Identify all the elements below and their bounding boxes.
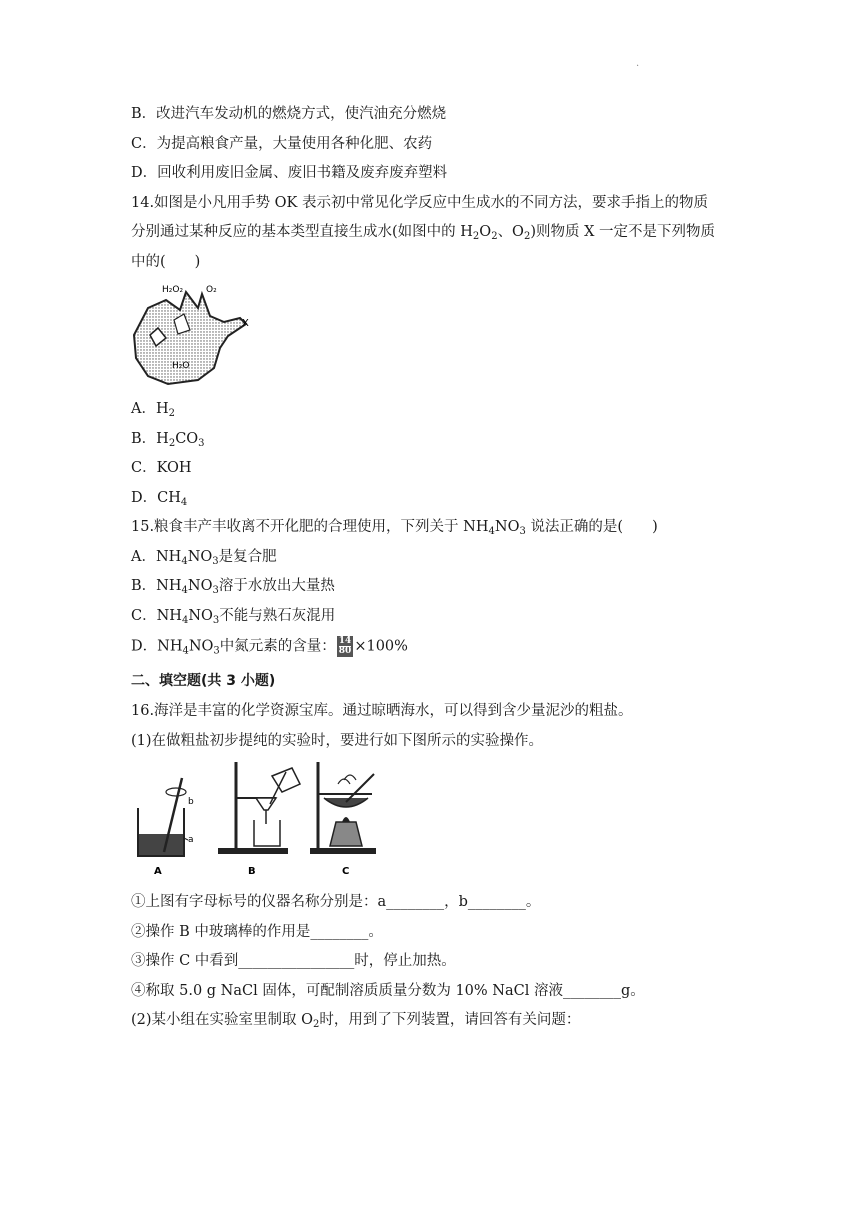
q16-part-1: (1)在做粗盐初步提纯的实验时，要进行如下图所示的实验操作。: [131, 733, 544, 749]
q14-option-c: C．KOH: [131, 460, 192, 476]
section-2-title: 二、填空题(共 3 小题): [131, 673, 276, 689]
ok-hand-gesture-figure: [128, 280, 258, 390]
q15-option-c: C．$NH_4NO_3$不能与熟石灰混用: [131, 608, 336, 626]
q14-option-a: A．$H_2$: [131, 401, 175, 419]
q16-part-2: (2)某小组在实验室里制取 $O_2$时，用到了下列装置，请回答有关问题：: [131, 1012, 581, 1030]
q13-option-d: D．回收利用废旧金属、废旧书籍及废弃废弃塑料: [131, 165, 448, 181]
q14-stem-line-3: 中的( ): [131, 254, 201, 270]
q15-stem: 15.粮食丰产丰收离不开化肥的合理使用，下列关于 $NH_4NO_3$ 说法正确的是( ): [131, 519, 658, 537]
label-b: b: [188, 797, 194, 807]
apparatus-b-filtration: [218, 762, 300, 877]
q14-option-d: D．$CH_4$: [131, 490, 188, 508]
header-mark: .: [636, 58, 640, 69]
salt-purification-apparatus-figure: [130, 758, 385, 878]
label-C: C: [342, 866, 350, 877]
q13-option-c: C．为提高粮食产量，大量使用各种化肥、农药: [131, 136, 433, 152]
q15-option-b: B．$NH_4NO_3$溶于水放出大量热: [131, 578, 335, 596]
fig-label-o2: O₂: [206, 285, 217, 295]
label-a: a: [188, 835, 194, 845]
nitrogen-fraction: $\frac{14}{80}$: [338, 636, 352, 656]
q16-item-1: ①上图有字母标号的仪器名称分别是：a________，b________。: [131, 894, 541, 910]
q16-stem: 16.海洋是丰富的化学资源宝库。通过晾晒海水，可以得到含少量泥沙的粗盐。: [131, 703, 633, 719]
fig-label-x: X: [242, 318, 249, 329]
fig-label-h2o: H₂O: [172, 361, 190, 371]
q14-stem-line-2: 分别通过某种反应的基本类型直接生成水(如图中的 $H_2O_2$、$O_2$)则物质 X 一定不是下列物质: [131, 224, 716, 242]
apparatus-a-dissolving: [138, 778, 194, 877]
q16-item-4: ④称取 5.0 g NaCl 固体，可配制溶质质量分数为 10% NaCl 溶液________g。: [131, 983, 645, 999]
fig-label-h2o2: H₂O₂: [162, 285, 184, 295]
q14-option-b: B．$H_2CO_3$: [131, 431, 205, 449]
q15-option-d: D．$NH_4NO_3$中氮元素的含量： $\frac{14}{80}$ ×100%: [131, 636, 408, 657]
q15-option-a: A．$NH_4NO_3$是复合肥: [131, 549, 277, 567]
q16-item-2: ②操作 B 中玻璃棒的作用是________。: [131, 924, 383, 940]
q13-option-b: B．改进汽车发动机的燃烧方式，使汽油充分燃烧: [131, 106, 447, 122]
q14-stem-line-1: 14.如图是小凡用手势 OK 表示初中常见化学反应中生成水的不同方法，要求手指上的物质: [131, 195, 708, 211]
apparatus-c-evaporation: [310, 762, 376, 877]
label-A: A: [154, 866, 162, 877]
label-B: B: [248, 866, 256, 877]
q16-item-3: ③操作 C 中看到________________时，停止加热。: [131, 953, 456, 969]
